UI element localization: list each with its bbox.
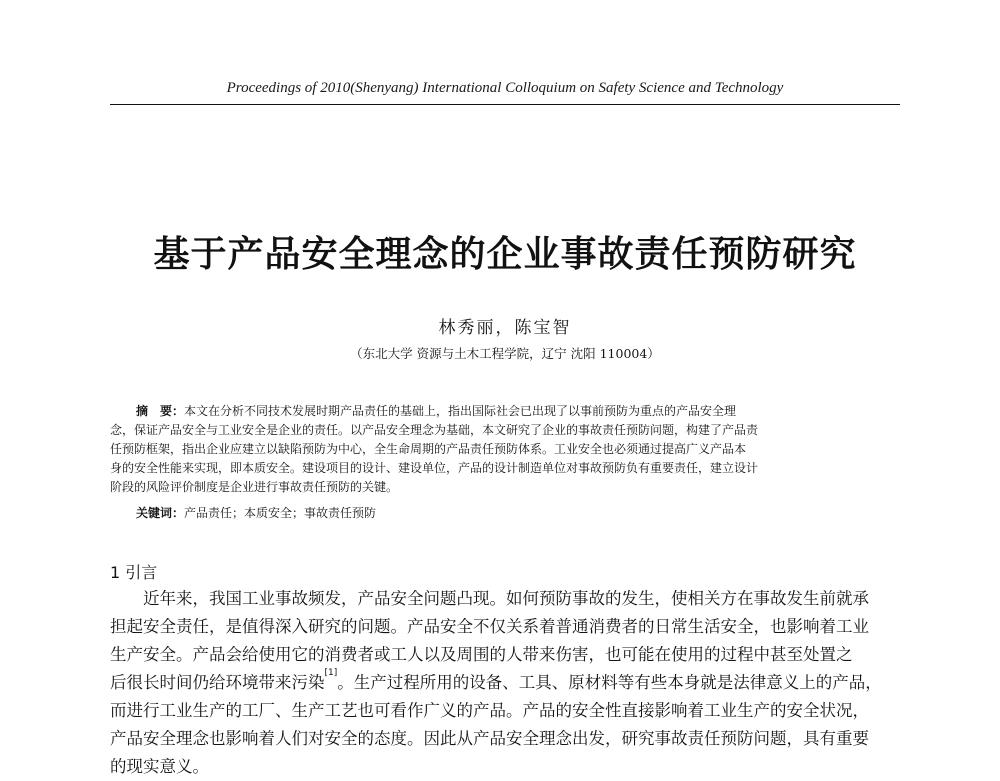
abstract-text: 本文在分析不同技术发展时期产品责任的基础上，指出国际社会已出现了以事前预防为重点的产品安全理 [184, 404, 737, 418]
citation-ref: [1] [324, 668, 338, 678]
authors: 林秀丽，陈宝智 [438, 318, 572, 338]
abstract-label: 摘 要： [136, 404, 185, 418]
body-line: 担起安全责任，是值得深入研究的问题。产品安全不仅关系着普通消费者的日常生活安全，也影响着工业 [110, 617, 869, 636]
keywords [136, 504, 376, 521]
abstract-line: 念，保证产品安全与工业安全是企业的责任。以产品安全理念为基础，本文研究了企业的事故责任预防问题，构建了产品责 [110, 423, 759, 437]
running-header: Proceedings of 2010(Shenyang) International Colloquium on Safety Science and Technology [226, 80, 784, 96]
header-rule [110, 104, 900, 105]
paper-title: 基于产品安全理念的企业事故责任预防研究 [153, 234, 857, 275]
body-line: 近年来，我国工业事故频发，产品安全问题凸现。如何预防事故的发生，使相关方在事故发生前就承 [143, 589, 869, 608]
affiliation: （东北大学 资源与土木工程学院，辽宁 沈阳 110004） [350, 346, 660, 361]
abstract [110, 402, 900, 497]
body-line: 产品安全理念也影响着人们对安全的态度。因此从产品安全理念出发，研究事故责任预防问题，具有重要 [110, 729, 869, 748]
abstract-line: 身的安全性能来实现，即本质安全。建设项目的设计、建设单位，产品的设计制造单位对事故预防负有重要责任，建立设计 [110, 461, 759, 475]
body-line [110, 669, 900, 697]
body-line: 而进行工业生产的工厂、生产工艺也可看作广义的产品。产品的安全性直接影响着工业生产的安全状况， [110, 701, 869, 720]
body-line-text: 后很长时间仍给环境带来污染 [110, 673, 325, 692]
body-line: 生产安全。产品会给使用它的消费者或工人以及周围的人带来伤害，也可能在使用的过程中甚至处置之 [110, 645, 853, 664]
section-heading: 1 引言 [110, 563, 158, 582]
body-text [110, 585, 900, 776]
abstract-line: 任预防框架，指出企业应建立以缺陷预防为中心，全生命周期的产品责任预防体系。工业安全也必须通过提高广义产品本 [110, 442, 747, 456]
keywords-text: 产品责任；本质安全；事故责任预防 [184, 506, 377, 520]
keywords-label: 关键词： [136, 506, 185, 520]
body-line-text: 。生产过程所用的设备、工具、原材料等有些本身就是法律意义上的产品， [337, 673, 882, 692]
abstract-line [110, 402, 900, 421]
abstract-line: 阶段的风险评价制度是企业进行事故责任预防的关键。 [110, 480, 399, 494]
body-line: 的现实意义。 [110, 757, 209, 776]
